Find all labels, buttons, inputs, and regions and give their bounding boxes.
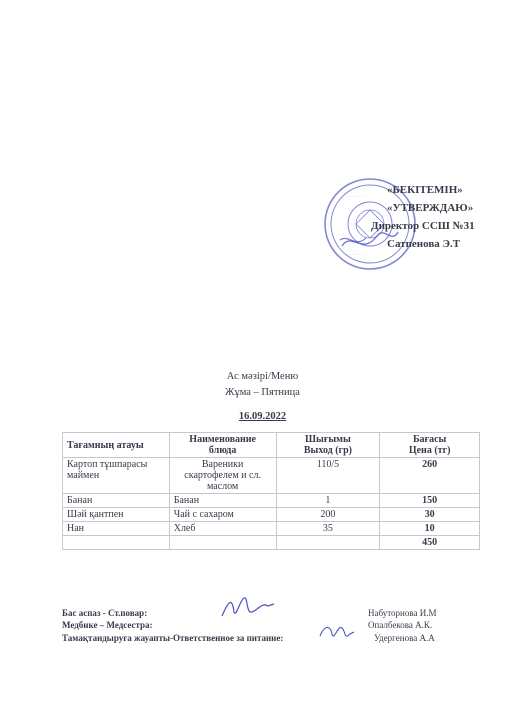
cell-price: 260 [380,458,480,494]
cell-empty [276,536,380,550]
cell-output: 200 [276,508,380,522]
menu-table [62,432,480,550]
cell-dish-ru: Хлеб [169,522,276,536]
cell-price: 10 [380,522,480,536]
approval-line-name: Сатпенова Э.Т [387,238,461,250]
table-row [63,522,480,536]
cell-output: 110/5 [276,458,380,494]
approval-line-approve-ru: «УТВЕРЖДАЮ» [387,202,474,214]
responsible-label: Тамақтандыруға жауапты-Ответственное за питание: [62,633,284,643]
cell-price: 150 [380,494,480,508]
table-total-row [63,536,480,550]
nurse-label: Медбике – Медсестра: [62,620,153,630]
cell-dish-ru: Банан [169,494,276,508]
header-dish-ru: Наименование блюда [169,433,276,458]
cell-dish-kz: Картоп тұшпарасы маймен [63,458,170,494]
cell-dish-kz: Шәй қантпен [63,508,170,522]
cook-name: Набуторнова И.М [368,608,437,618]
header-output: Шығымы Выход (гр) [276,433,380,458]
table-header-row [63,433,480,458]
cell-dish-ru: Вареники скартофелем и сл. маслом [169,458,276,494]
menu-day: Жұма – Пятница [225,387,300,398]
cell-total: 450 [380,536,480,550]
svg-text:· · · · · · · · · ·: · · · · · · · · · · [336,252,367,258]
cell-empty [63,536,170,550]
svg-text:· · · · · · · · ·: · · · · · · · · · [340,194,368,200]
approval-line-director: Директор ССШ №31 [371,220,475,232]
table-row [63,508,480,522]
cell-output: 35 [276,522,380,536]
cell-empty [169,536,276,550]
menu-date: 16.09.2022 [238,411,287,422]
header-price: Бағасы Цена (тг) [380,433,480,458]
responsible-name: Удергенова А.А [374,633,435,643]
cook-label: Бас аспаз - Ст.повар: [62,608,148,618]
cell-dish-kz: Банан [63,494,170,508]
cell-price: 30 [380,508,480,522]
approval-line-approve-kz: «БЕКІТЕМІН» [387,184,463,196]
table-row [63,494,480,508]
table-row [63,458,480,494]
menu-title: Ас мәзірі/Меню [226,371,299,382]
cook-signature [218,592,278,622]
cell-dish-ru: Чай с сахаром [169,508,276,522]
header-dish-kz: Тағамның атауы [63,433,170,458]
nurse-name: Опалбекова А.К. [368,620,433,630]
cell-dish-kz: Нан [63,522,170,536]
cell-output: 1 [276,494,380,508]
responsible-signature [316,620,356,646]
